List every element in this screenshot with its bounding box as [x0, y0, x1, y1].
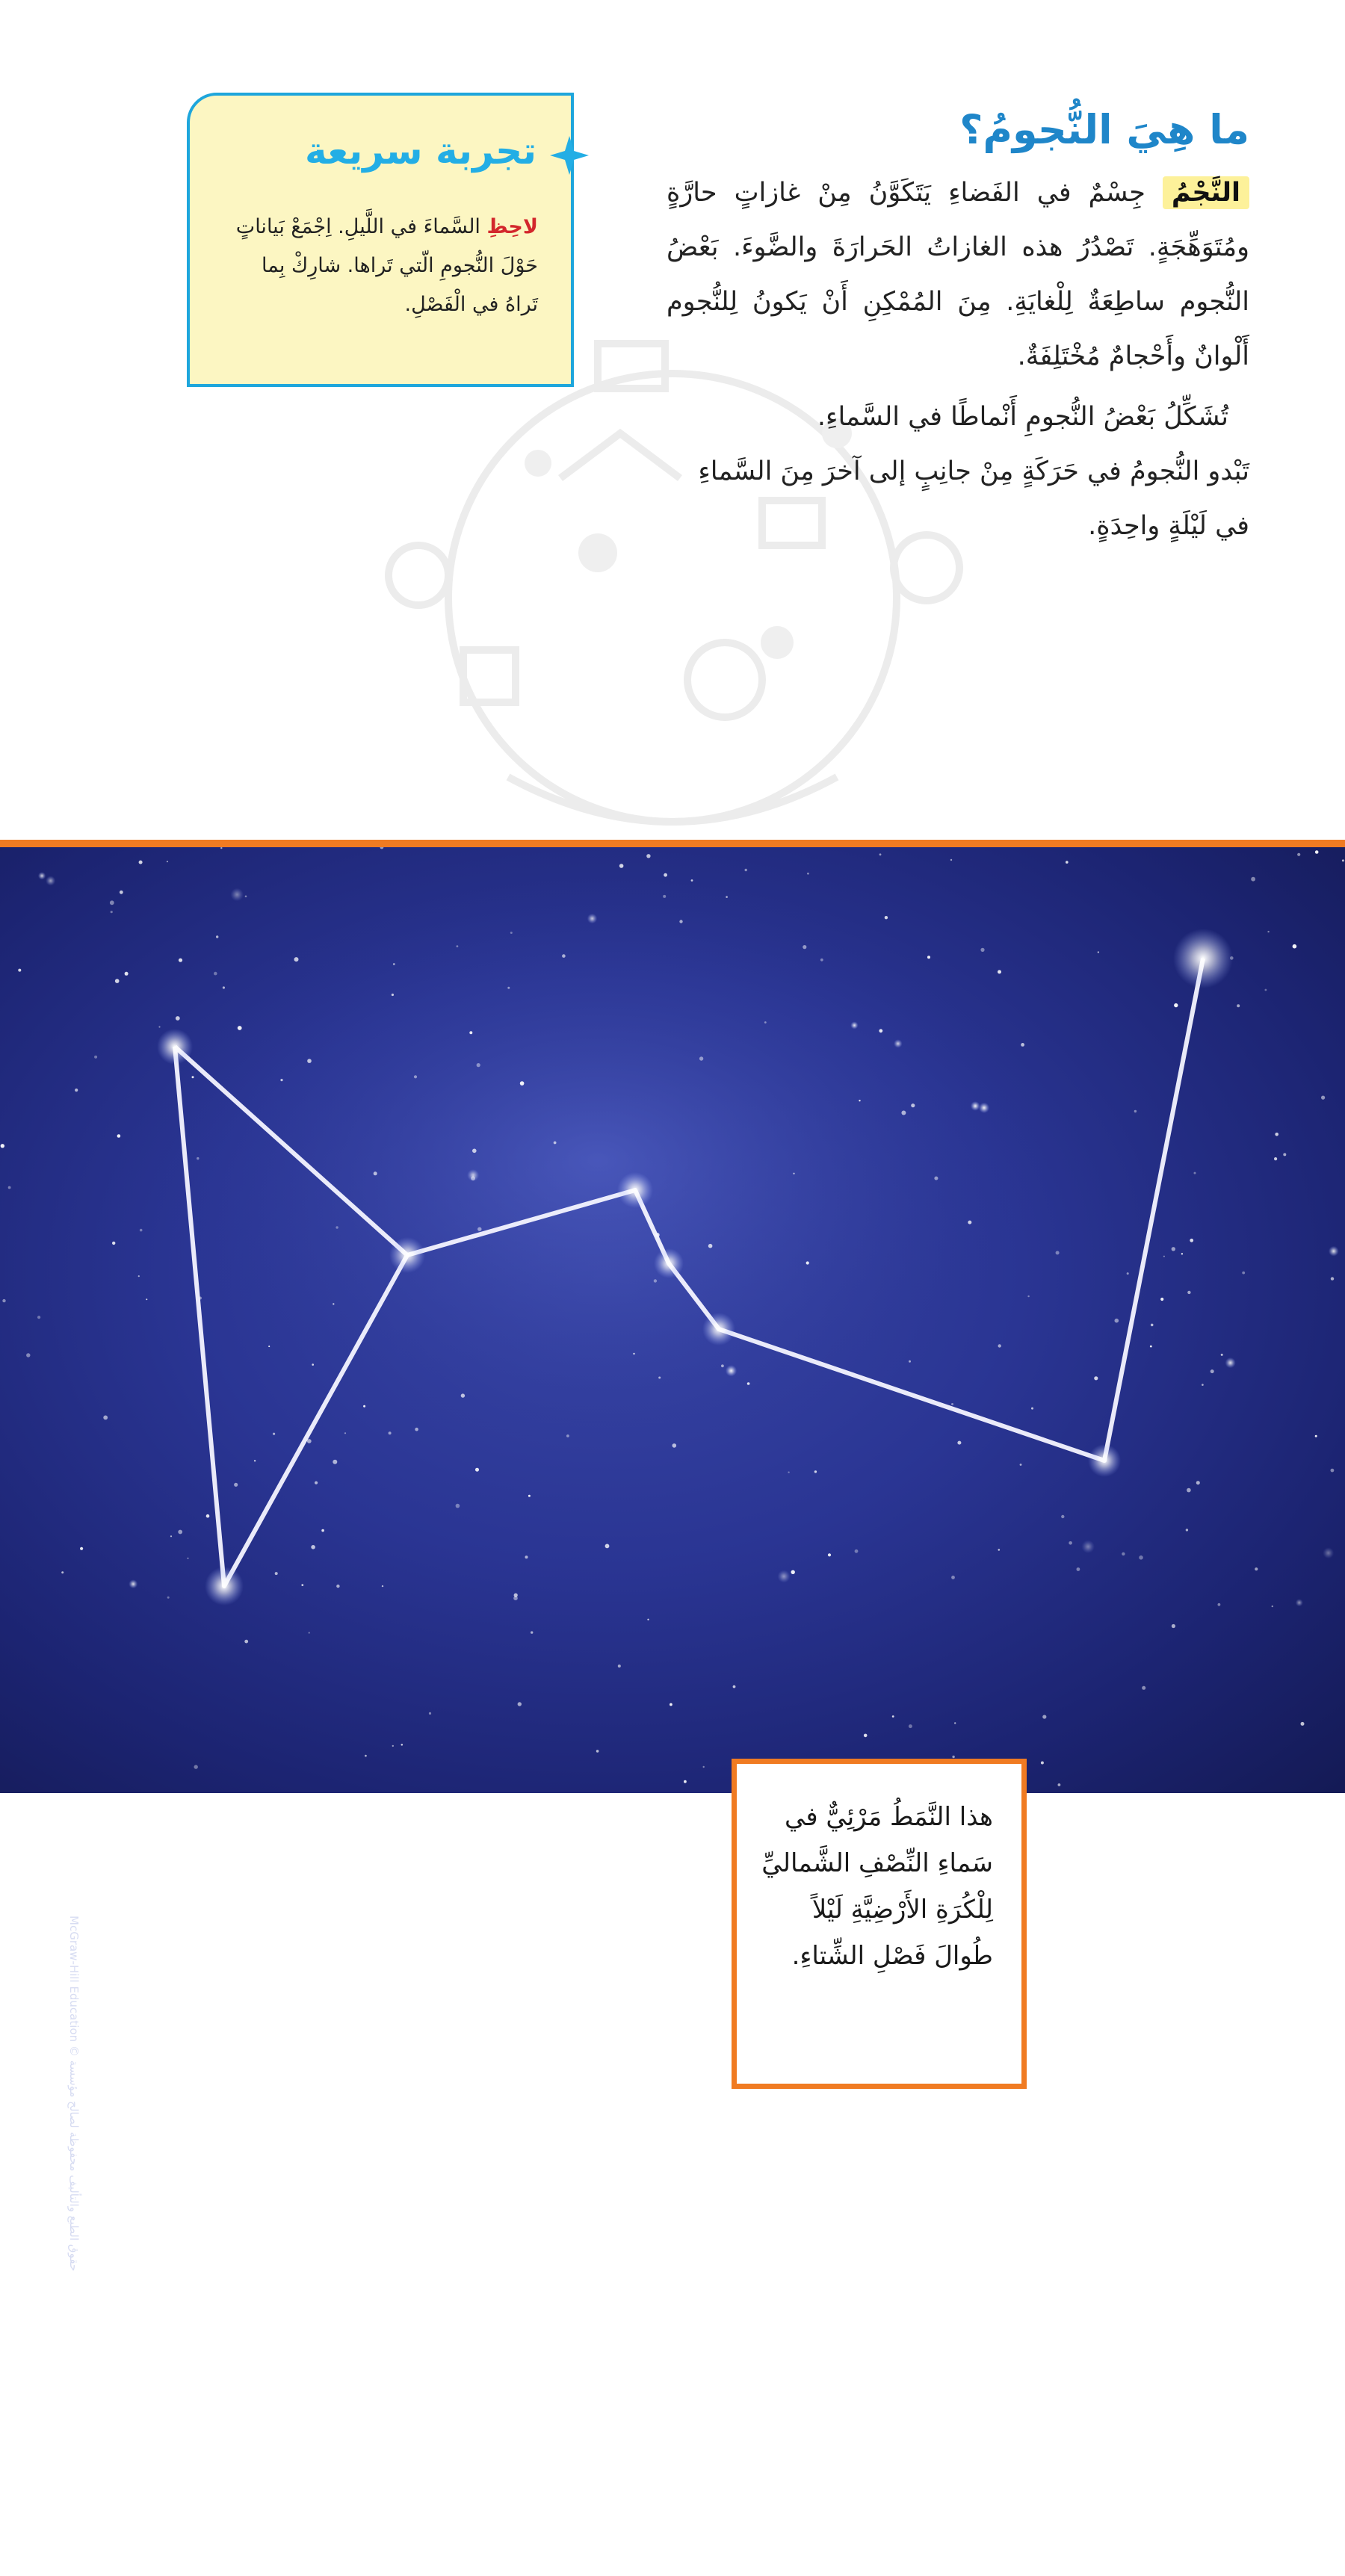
- background-star: [401, 1744, 404, 1746]
- constellation-star: [205, 1567, 244, 1606]
- background-star: [909, 1724, 912, 1728]
- background-star: [389, 1431, 392, 1434]
- background-star: [1160, 1298, 1163, 1301]
- background-star: [950, 859, 952, 861]
- constellation-star: [389, 1237, 425, 1273]
- background-star: [1, 1144, 4, 1148]
- background-star: [1315, 850, 1319, 854]
- background-star: [1210, 1369, 1214, 1373]
- background-star: [280, 1079, 282, 1081]
- background-star: [1329, 1246, 1339, 1257]
- background-star: [1342, 859, 1344, 861]
- background-star: [1255, 1567, 1258, 1570]
- background-star: [647, 1619, 649, 1620]
- background-star: [971, 1101, 980, 1111]
- background-star: [1142, 1686, 1145, 1690]
- background-star: [392, 1745, 394, 1747]
- constellation-star: [702, 1313, 735, 1346]
- background-star: [268, 1346, 270, 1347]
- background-star: [1301, 1722, 1305, 1726]
- background-star: [814, 1470, 817, 1473]
- background-star: [110, 900, 114, 905]
- background-star: [596, 1750, 599, 1753]
- background-star: [1315, 1435, 1317, 1437]
- background-star: [37, 1316, 40, 1319]
- background-star: [1187, 1488, 1191, 1493]
- star-pattern-image: [0, 847, 1345, 2576]
- background-star: [658, 1377, 661, 1379]
- background-star: [1181, 1253, 1183, 1254]
- background-star: [179, 959, 182, 962]
- constellation-star: [157, 1029, 193, 1065]
- background-star: [934, 1177, 938, 1180]
- background-star: [1021, 1043, 1024, 1047]
- background-star: [120, 891, 123, 894]
- background-star: [1221, 1354, 1223, 1356]
- background-star: [111, 911, 113, 913]
- background-star: [525, 1555, 528, 1558]
- background-star: [1151, 1324, 1154, 1327]
- constellation-star: [654, 1248, 684, 1278]
- background-star: [733, 1685, 736, 1688]
- background-star: [333, 1303, 334, 1304]
- background-star: [475, 1468, 479, 1472]
- background-star: [1150, 1346, 1152, 1348]
- background-star: [951, 1576, 955, 1579]
- background-star: [158, 1026, 160, 1027]
- patterns-paragraph: [667, 390, 1249, 445]
- background-star: [1267, 931, 1269, 932]
- sparkle-icon: [548, 134, 590, 176]
- main-text: [667, 166, 1249, 554]
- background-star: [94, 1056, 97, 1059]
- background-star: [311, 1545, 315, 1549]
- background-star: [1172, 1247, 1175, 1251]
- background-star: [206, 1514, 210, 1518]
- background-star: [178, 1530, 182, 1535]
- background-star: [275, 1572, 278, 1575]
- background-star: [103, 1416, 108, 1420]
- quick-experiment-box: [187, 93, 574, 387]
- background-star: [238, 1026, 242, 1030]
- background-star: [309, 1632, 310, 1633]
- background-star: [1331, 1469, 1335, 1473]
- background-star: [380, 847, 384, 849]
- background-star: [301, 1584, 303, 1586]
- section-label: الشرح: [1209, 2558, 1249, 2576]
- background-star: [791, 1570, 795, 1574]
- background-star: [684, 1780, 687, 1783]
- background-star: [1283, 1153, 1286, 1156]
- background-star: [1272, 1606, 1273, 1607]
- patterns-sentence: تُشَكِّلُ بَعْضُ النُّجومِ أَنْماطًا في السَّماءِ.: [817, 402, 1228, 432]
- background-star: [1331, 1277, 1334, 1280]
- background-star: [472, 1149, 477, 1154]
- background-star: [139, 861, 143, 864]
- background-star: [477, 1227, 481, 1231]
- background-star: [414, 1075, 417, 1078]
- background-star: [216, 935, 218, 938]
- background-star: [321, 1529, 324, 1532]
- background-star: [365, 1755, 367, 1757]
- background-star: [859, 1100, 860, 1101]
- background-star: [170, 1535, 172, 1537]
- background-star: [1296, 1599, 1303, 1606]
- background-star: [957, 1441, 961, 1445]
- background-star: [1323, 1547, 1334, 1558]
- background-star: [528, 1495, 531, 1497]
- background-star: [254, 1460, 256, 1461]
- background-star: [510, 932, 513, 934]
- background-star: [415, 1428, 418, 1431]
- background-star: [980, 948, 984, 952]
- background-star: [1202, 1384, 1204, 1386]
- background-star: [968, 1221, 971, 1224]
- caption-box: [732, 1759, 1027, 2089]
- background-star: [112, 1242, 115, 1245]
- background-star: [885, 916, 888, 919]
- background-star: [1190, 1239, 1193, 1242]
- background-star: [562, 954, 566, 958]
- quick-experiment-title: تجربة سريعة: [304, 129, 537, 173]
- background-star: [1275, 1133, 1278, 1136]
- background-star: [38, 872, 46, 879]
- background-star: [855, 1549, 859, 1553]
- background-star: [513, 1596, 518, 1600]
- background-star: [663, 895, 666, 898]
- background-star: [1237, 1004, 1240, 1007]
- background-star: [344, 1432, 346, 1434]
- definition-text: جِسْمٌ في الفَضاءِ يَتَكَوَّنُ مِنْ غازاتٍ حارَّةٍ ومُتَوَهِّجَةٍ. تَصْدُرُ هذه الغازاتُ الحَرارَةَ والضَّوءَ. بَعْضُ النُّجوم ساطِعَةٌ لِلْغايَةِ. مِنَ المُمْكِنِ أَنْ يَكونُ لِلنُّجوم أَلْوانٌ وأَحْجامٌ مُخْتَلِفَةٌ.: [667, 178, 1249, 371]
- background-star: [952, 1756, 954, 1758]
- background-star: [1115, 1319, 1119, 1323]
- background-star: [192, 1076, 194, 1078]
- copyright-notice: McGraw-Hill Education © حقوق الطبع والتأليف محفوظة لصالح مؤسسة: [67, 1916, 81, 2272]
- background-star: [1127, 1272, 1129, 1275]
- background-star: [1134, 1110, 1137, 1112]
- background-star: [1265, 989, 1267, 991]
- background-star: [1321, 1096, 1325, 1100]
- background-star: [670, 1703, 672, 1706]
- background-star: [392, 994, 394, 996]
- background-star: [879, 853, 882, 855]
- background-star: [188, 1558, 189, 1559]
- background-star: [864, 1734, 868, 1738]
- background-star: [477, 1063, 480, 1067]
- background-star: [75, 1089, 78, 1092]
- background-star: [1077, 1567, 1080, 1571]
- background-star: [1066, 861, 1069, 864]
- background-star: [393, 963, 395, 965]
- background-star: [469, 1031, 472, 1034]
- background-star: [726, 1365, 737, 1376]
- background-star: [1031, 1408, 1033, 1410]
- background-star: [1069, 1541, 1072, 1545]
- background-star: [619, 864, 624, 868]
- background-star: [1293, 944, 1297, 949]
- background-star: [927, 956, 930, 959]
- background-star: [336, 1226, 338, 1228]
- background-star: [721, 1364, 724, 1367]
- background-star: [998, 1344, 1001, 1347]
- background-star: [1163, 1256, 1165, 1257]
- background-star: [457, 945, 459, 947]
- background-star: [892, 1715, 894, 1718]
- background-star: [273, 1433, 275, 1435]
- background-star: [167, 1597, 170, 1599]
- background-star: [587, 914, 598, 924]
- figure-caption: هذا النَّمَطُ مَرْئِيٌّ في سَماءِ النِّصْفِ الشَّماليِّ لِلْكُرَةِ الأَرْضِيَّةِ لَيْلاً طُوالَ فَصْلِ الشِّتاءِ.: [761, 1802, 993, 1971]
- background-star: [850, 1021, 858, 1029]
- background-star: [1027, 1295, 1029, 1297]
- background-star: [520, 1081, 525, 1086]
- background-star: [1242, 1272, 1245, 1275]
- background-star: [646, 854, 650, 858]
- background-star: [18, 969, 21, 972]
- background-star: [672, 1443, 677, 1448]
- background-star: [618, 1665, 621, 1668]
- background-star: [820, 959, 823, 962]
- background-star: [909, 1360, 911, 1363]
- background-star: [234, 1483, 238, 1487]
- background-star: [793, 1173, 794, 1174]
- background-star: [745, 869, 747, 871]
- background-star: [363, 1405, 365, 1408]
- background-star: [979, 1103, 989, 1113]
- background-star: [382, 1585, 383, 1587]
- background-star: [220, 847, 222, 849]
- background-star: [566, 1434, 569, 1437]
- background-star: [197, 1157, 199, 1159]
- background-star: [456, 1504, 460, 1508]
- background-star: [788, 1472, 789, 1473]
- background-star: [336, 1585, 339, 1588]
- background-star: [807, 873, 809, 875]
- background-star: [911, 1103, 915, 1107]
- background-star: [294, 957, 299, 962]
- motion-sentence: تَبْدو النُّجومُ في حَرَكَةٍ مِنْ جانِبٍ إلى آخرَ مِنَ السَّماءِ في لَيْلَةٍ واحِدَةٍ.: [698, 456, 1249, 541]
- background-star: [518, 1702, 522, 1706]
- background-star: [1172, 1624, 1175, 1628]
- background-star: [803, 945, 806, 949]
- background-star: [167, 861, 168, 862]
- background-star: [46, 876, 55, 885]
- background-star: [699, 1056, 703, 1060]
- background-star: [115, 979, 120, 983]
- background-star: [1058, 1783, 1061, 1786]
- background-star: [1251, 877, 1255, 882]
- background-star: [1042, 1715, 1046, 1718]
- definition-paragraph: [667, 166, 1249, 384]
- background-star: [654, 1279, 657, 1282]
- background-star: [726, 896, 728, 898]
- background-star: [1094, 1376, 1098, 1380]
- background-star: [998, 970, 1001, 973]
- background-star: [8, 1186, 11, 1189]
- background-star: [1187, 1291, 1190, 1294]
- background-star: [879, 1029, 882, 1032]
- background-star: [1186, 1529, 1188, 1531]
- background-star: [146, 1298, 147, 1300]
- background-star: [125, 972, 129, 976]
- page-number: 288: [1190, 2518, 1249, 2554]
- background-star: [467, 1169, 479, 1181]
- background-star: [245, 896, 247, 898]
- background-star: [1020, 1464, 1022, 1466]
- background-star: [2, 1299, 5, 1302]
- background-star: [214, 972, 217, 976]
- background-star: [312, 1363, 314, 1366]
- background-star: [1081, 1540, 1095, 1553]
- background-star: [223, 986, 225, 988]
- key-term: النَّجْمُ: [1163, 176, 1249, 209]
- background-star: [307, 1059, 312, 1063]
- background-star: [691, 879, 693, 882]
- background-star: [61, 1571, 64, 1573]
- background-star: [315, 1481, 318, 1484]
- background-star: [778, 1570, 791, 1583]
- background-star: [1098, 951, 1099, 953]
- background-star: [531, 1631, 533, 1633]
- constellation-star: [1173, 929, 1233, 988]
- section-divider: [0, 840, 1345, 847]
- background-star: [140, 1229, 143, 1232]
- night-sky: [0, 847, 1345, 1793]
- background-star: [1139, 1555, 1143, 1560]
- quick-experiment-text: [224, 208, 538, 324]
- background-star: [80, 1547, 83, 1550]
- background-star: [176, 1016, 180, 1021]
- background-star: [194, 1765, 198, 1768]
- background-star: [828, 1553, 831, 1556]
- background-star: [1274, 1157, 1277, 1160]
- background-star: [1056, 1251, 1060, 1254]
- constellation-star: [1088, 1444, 1121, 1477]
- background-star: [138, 1275, 140, 1277]
- background-star: [1194, 1172, 1196, 1174]
- motion-paragraph: [667, 445, 1249, 554]
- quick-experiment-instructions: السَّماءَ في اللَّيلِ. اِجْمَعْ بَياناتٍ حَوْلَ النُّجومِ الّتي تَراها. شارِكْ بِما تَراهُ في الْفَصْلِ.: [235, 215, 538, 316]
- background-star: [507, 987, 510, 989]
- background-star: [1041, 1762, 1044, 1765]
- background-star: [605, 1544, 610, 1549]
- background-star: [901, 1111, 906, 1115]
- background-star: [664, 873, 667, 877]
- background-star: [230, 888, 244, 902]
- background-star: [633, 1353, 634, 1354]
- background-star: [951, 1403, 953, 1405]
- background-star: [806, 1261, 809, 1264]
- constellation-star: [617, 1172, 653, 1208]
- background-star: [1218, 1603, 1221, 1606]
- page-title: ما هِيَ النُّجومُ؟: [959, 106, 1249, 153]
- background-star: [1196, 1481, 1200, 1484]
- background-star: [894, 1039, 903, 1048]
- background-star: [954, 1722, 956, 1724]
- observe-word: لاحِظِ: [486, 215, 538, 238]
- background-star: [1061, 1515, 1064, 1518]
- background-star: [1122, 1552, 1125, 1555]
- background-star: [998, 1549, 1001, 1551]
- background-star: [374, 1171, 377, 1175]
- background-star: [703, 1766, 705, 1768]
- background-star: [1174, 1003, 1178, 1007]
- background-star: [708, 1244, 713, 1248]
- background-star: [679, 920, 682, 923]
- background-star: [764, 1021, 767, 1024]
- background-star: [333, 1460, 337, 1464]
- background-star: [461, 1393, 465, 1397]
- background-star: [429, 1712, 431, 1715]
- background-star: [244, 1640, 248, 1644]
- background-star: [129, 1579, 137, 1588]
- background-star: [26, 1353, 30, 1357]
- background-star: [747, 1382, 750, 1385]
- background-star: [1297, 853, 1300, 856]
- background-star: [554, 1142, 557, 1145]
- background-star: [1225, 1357, 1235, 1368]
- background-star: [117, 1134, 121, 1138]
